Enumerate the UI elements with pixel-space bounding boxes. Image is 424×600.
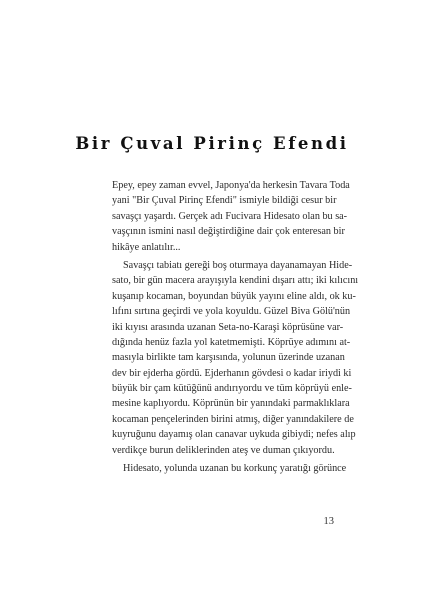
text-line: iki kıyısı arasında uzanan Seta-no-Karaşi köprüsüne var- [112,321,344,333]
paragraph [112,258,359,458]
chapter-title: Bir Çuval Pirinç Efendi [75,134,349,153]
text-line: savaşçı yaşardı. Gerçek adı Fucivara Hidesato olan bu sa- [112,210,348,222]
text-line: masıyla birlikte tam karşısında, yolunun üzerinde uzanan [112,352,345,364]
page-number: 13 [323,516,334,527]
text-line: kuşanıp kocaman, boyundan büyük yayını eline aldı, ok ku- [112,290,356,302]
text-line: vaşçının ismini nasıl değiştirdiğine dair çok enteresan bir [112,226,345,238]
text-line: Hidesato, yolunda uzanan bu korkunç yaratığı görünce [123,463,347,475]
text-line: sato, bir gün macera arayışıyla kendini dışarı attı; iki kılıcını [112,275,359,287]
text-line: yani "Bir Çuval Pirinç Efendi" ismiyle bildiği cesur bir [112,195,337,207]
paragraph [112,178,350,255]
text-line: dığında henüz fazla yol katetmemişti. Köprüye adımını at- [112,336,351,348]
text-line: mesine kaplıyordu. Köprünün bir yanındaki parmaklıklara [112,398,350,410]
text-line: Epey, epey zaman evvel, Japonya'da herkesin Tavara Toda [112,180,350,191]
text-line: hikâye anlatılır... [112,241,181,253]
text-line: kocaman pençelerinden birini atmış, diğer yanındakilere de [112,413,354,425]
text-line: kuyruğunu dayamış olan canavar uykuda gibiydi; nefes alıp [112,429,356,441]
text-line: lıfını sırtına geçirdi ve yola koyuldu. Güzel Biva Gölü'nün [112,306,351,318]
paragraph [112,461,347,476]
text-line: verdikçe burun deliklerinden ateş ve duman çıkıyordu. [112,444,335,456]
text-line: büyük bir çam kütüğünü andırıyordu ve tüm köprüyü enle- [112,383,352,395]
text-line: Savaşçı tabiatı gereği boş oturmaya dayanamayan Hide- [123,259,353,271]
body-text [112,178,359,476]
text-line: dev bir ejderha gördü. Ejderhanın gövdesi o kadar iriydi ki [112,367,352,379]
